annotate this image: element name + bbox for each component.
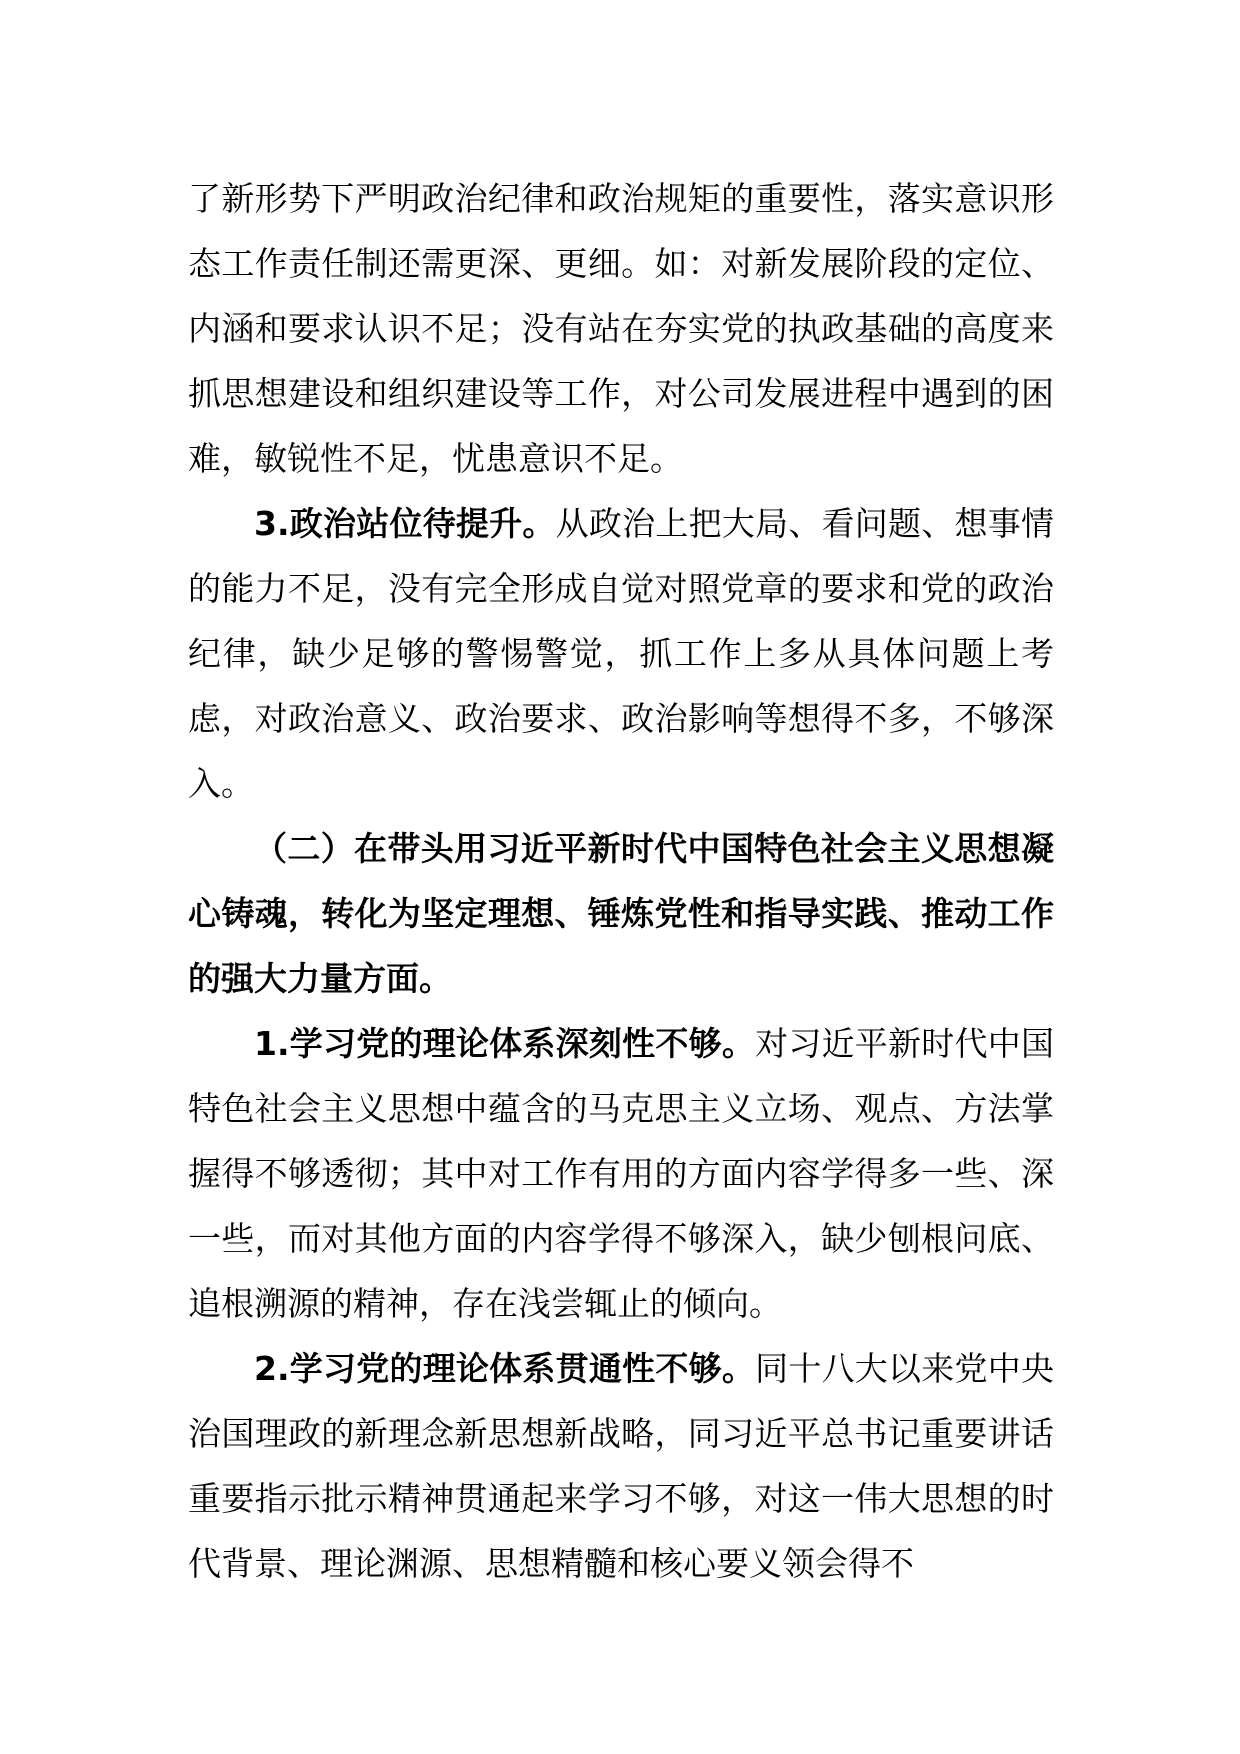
item-body-theory-depth: 对习近平新时代中国特色社会主义思想中蕴含的马克思主义立场、观点、方法掌握得不够透彻；其中对工作有用的方面内容学得多一些、深一些，而对其他方面的内容学得不够深入，缺少刨根问底、追根溯源的精神，存在浅尝辄止的倾向。 (188, 1024, 1055, 1323)
item-heading-political-stance: 3.政治站位待提升。 (254, 504, 556, 543)
item-body-theory-coherence: 同十八大以来党中央治国理政的新理念新思想新战略，同习近平总书记重要讲话重要指示批示精神贯通起来学习不够，对这一伟大思想的时代背景、理论渊源、思想精髓和核心要义领会得不 (188, 1349, 1055, 1583)
section-heading-2: （二）在带头用习近平新时代中国特色社会主义思想凝心铸魂，转化为坚定理想、锤炼党性和指导实践、推动工作的强大力量方面。 (188, 829, 1054, 998)
paragraph-theory-coherence (188, 1336, 1054, 1596)
item-heading-theory-coherence: 2.学习党的理论体系贯通性不够。 (254, 1349, 756, 1388)
paragraph-political-stance (188, 491, 1054, 816)
item-body-political-stance: 从政治上把大局、看问题、想事情的能力不足，没有完全形成自觉对照党章的要求和党的政治纪律，缺少足够的警惕警觉，抓工作上多从具体问题上考虑，对政治意义、政治要求、政治影响等想得不多，不够深入。 (188, 504, 1055, 803)
item-heading-theory-depth: 1.学习党的理论体系深刻性不够。 (254, 1024, 756, 1063)
paragraph-continued: 了新形势下严明政治纪律和政治规矩的重要性，落实意识形态工作责任制还需更深、更细。如：对新发展阶段的定位、内涵和要求认识不足；没有站在夯实党的执政基础的高度来抓思想建设和组织建设等工作，对公司发展进程中遇到的困难，敏锐性不足，忧患意识不足。 (188, 179, 1054, 478)
paragraph-theory-depth (188, 1011, 1054, 1336)
document-page (188, 166, 1054, 1596)
